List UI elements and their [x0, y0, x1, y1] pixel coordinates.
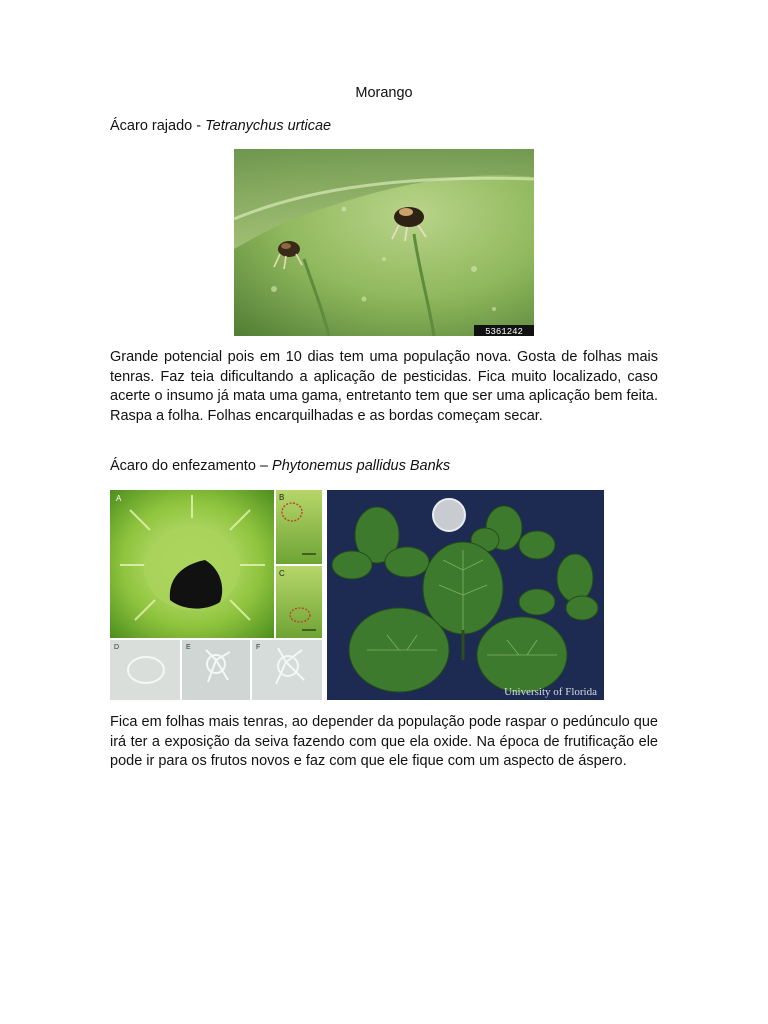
page-title: Morango — [355, 85, 413, 101]
section2-heading — [110, 458, 450, 474]
section1-heading — [110, 118, 331, 134]
panel-label-d: D — [114, 644, 120, 651]
section1-heading-scientific: Tetranychus urticae — [205, 118, 332, 134]
section2-paragraph: Fica em folhas mais tenras, ao depender da população pode raspar o pedúnculo que irá ter a exposição da seiva fazendo com que ela oxide. Na época de frutificação ele pode ir para os frutos novos e faz com que ele fique com um aspecto de áspero. — [110, 714, 658, 769]
photo-code: 5361242 — [485, 327, 523, 336]
photo-credit: University of Florida — [504, 686, 597, 698]
microscopy-panel — [110, 490, 322, 700]
strawberry-leaves-graphic — [327, 490, 604, 700]
panel-label-b: B — [279, 493, 285, 502]
panel-label-f: F — [256, 644, 261, 651]
panel-label-a: A — [116, 494, 122, 503]
section2-heading-scientific: Phytonemus pallidus Banks — [272, 458, 451, 474]
section2-heading-common: Ácaro do enfezamento – — [110, 458, 273, 474]
section1-heading-common: Ácaro rajado - — [110, 118, 206, 134]
strawberry-leaves-photo — [327, 490, 604, 700]
coin — [433, 499, 465, 531]
spider-mite-photo-graphic — [234, 149, 534, 336]
spider-mite-photo — [234, 149, 534, 336]
panel-label-c: C — [279, 569, 285, 578]
microscopy-panel-graphic — [110, 490, 322, 700]
panel-label-e: E — [186, 644, 191, 651]
section1-paragraph: Grande potencial pois em 10 dias tem uma população nova. Gosta de folhas mais tenras. Faz teia dificultando a aplicação de pesticidas. Fica muito localizado, caso acerte o insumo já mata uma gama, entretanto tem que ser uma aplicação bem feita. Raspa a folha. Folhas encarquilhadas e as bordas começam secar. — [110, 349, 658, 424]
